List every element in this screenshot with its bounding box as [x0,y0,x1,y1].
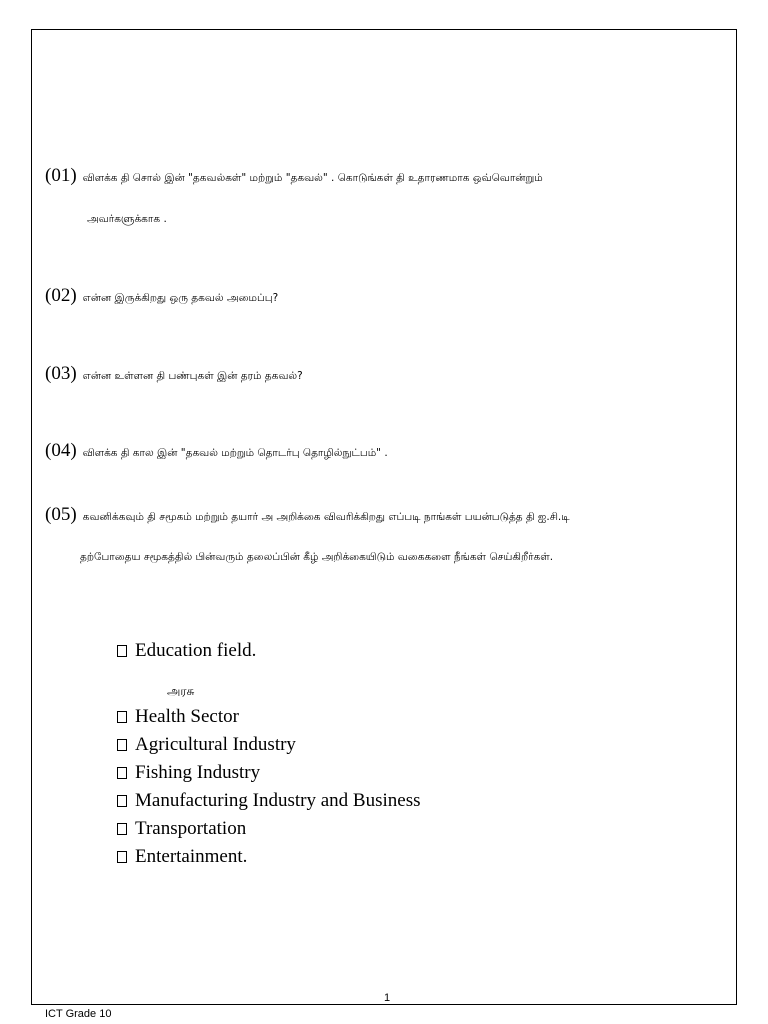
question-number: (01) [45,165,77,186]
question-text: என்ன உள்ளன தி பண்புகள் இன் தரம் தகவல்? [82,370,303,382]
checkbox-glyph-icon [117,739,127,751]
checkbox-glyph-icon [117,645,127,657]
list-item [117,843,420,871]
question-2 [45,285,278,307]
question-4 [45,440,388,462]
list-item [117,731,420,759]
list-item-label: Transportation [135,818,247,839]
list-item [117,787,420,815]
topic-list [117,637,420,871]
question-text: விளக்க தி கால இன் "தகவல் மற்றும் தொடர்பு தொழில்நுட்பம்" . [82,447,388,459]
footer-text: ICT Grade 10 [45,1008,112,1020]
checkbox-glyph-icon [117,823,127,835]
page-number: 1 [384,992,391,1004]
list-item-label: Agricultural Industry [135,734,296,755]
question-1 [45,165,543,187]
question-text: கவனிக்கவும் தி சமூகம் மற்றும் தயார் அ அறிக்கை விவரிக்கிறது எப்படி நாங்கள் பயன்படுத்த தி ஐ.சி.டி [82,511,570,523]
checkbox-glyph-icon [117,767,127,779]
list-item [117,703,420,731]
question-text: என்ன இருக்கிறது ஒரு தகவல் அமைப்பு? [82,292,279,304]
list-item-label: Fishing Industry [135,762,261,783]
list-item [117,637,420,665]
question-5 [45,504,570,526]
list-item [117,759,420,787]
question-number: (04) [45,440,77,461]
list-item [117,815,420,843]
question-number: (05) [45,504,77,525]
question-number: (03) [45,363,77,384]
list-item-label: Entertainment. [135,846,248,867]
list-item-label: Education field. [135,640,257,661]
checkbox-glyph-icon [117,711,127,723]
question-text: விளக்க தி சொல் இன் "தகவல்கள்" மற்றும் "தகவல்" . கொடுங்கள் தி உதாரணமாக ஒவ்வொன்றும் [82,172,543,184]
list-item-label: அரசு [167,684,195,698]
question-3 [45,363,303,385]
list-item [117,677,420,705]
list-item-label: Manufacturing Industry and Business [135,790,421,811]
list-item-label: Health Sector [135,706,239,727]
checkbox-glyph-icon [117,851,127,863]
question-number: (02) [45,285,77,306]
checkbox-glyph-icon [117,795,127,807]
question-1-continuation: அவர்களுக்காக . [87,213,167,225]
question-5-continuation: தற்போதைய சமூகத்தில் பின்வரும் தலைப்பின் கீழ் அறிக்கையிடும் வகைகளை நீங்கள் செய்கிறீர்கள். [80,551,554,563]
